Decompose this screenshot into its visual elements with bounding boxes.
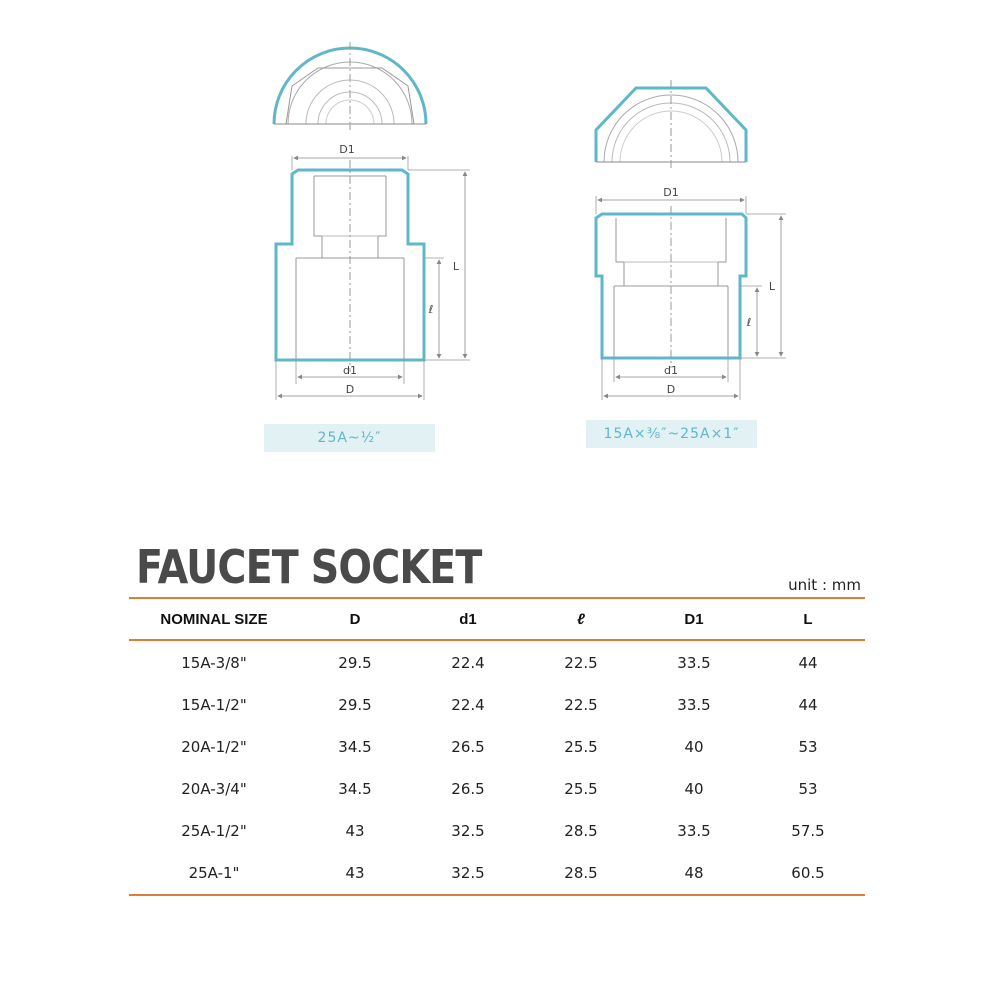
left-d1-top-label: D1 [339,143,355,156]
cell-l: 53 [798,780,818,798]
right-ell-label: ℓ [746,316,752,329]
cell-ell: 22.5 [564,654,598,672]
cell-big-d1: 48 [637,852,751,895]
cell-d: 43 [345,822,365,840]
page-title: FAUCET SOCKET [136,540,482,594]
header-nominal-size: NOMINAL SIZE [129,598,299,640]
cell-d: 29.5 [338,696,372,714]
right-l-label: L [768,280,776,293]
cell-l: 44 [798,696,818,714]
table-row [129,640,865,684]
right-size-caption: 15A×⅜″~25A×1″ [586,420,757,448]
cell-d1: 22.4 [451,696,485,714]
cell-nominal-size: 15A-1/2" [181,696,247,714]
table-row [129,768,865,810]
left-d-label: D [345,383,355,396]
header-d1-big: D1 [637,598,751,640]
cell-d1: 32.5 [451,822,485,840]
cell-l: 44 [798,654,818,672]
right-top-view [596,80,746,168]
cell-big-d1: 33.5 [677,696,711,714]
cell-l: 60.5 [751,852,865,895]
left-ell-label: ℓ [428,303,434,316]
cell-d1: 26.5 [451,738,485,756]
cell-ell: 25.5 [564,738,598,756]
right-d-label: D [666,383,676,396]
spec-table [129,597,865,896]
cell-nominal-size: 25A-1" [129,852,299,895]
cell-d: 43 [299,852,411,895]
header-d1-small: d1 [411,598,525,640]
cell-ell: 28.5 [564,822,598,840]
cell-ell: 22.5 [564,696,598,714]
cell-big-d1: 40 [684,738,704,756]
cell-big-d1: 33.5 [677,654,711,672]
table-row [129,852,865,895]
cell-nominal-size: 25A-1/2" [181,822,247,840]
left-d1-bottom-label: d1 [343,364,357,377]
cell-big-d1: 33.5 [677,822,711,840]
left-l-label: L [452,260,460,273]
left-top-view [274,42,426,130]
unit-label: unit : mm [788,576,861,594]
technical-drawings [0,0,992,470]
cell-nominal-size: 15A-3/8" [181,654,247,672]
cell-l: 53 [798,738,818,756]
cell-d: 29.5 [338,654,372,672]
cell-d: 34.5 [338,738,372,756]
cell-nominal-size: 20A-3/4" [181,780,247,798]
cell-d1: 26.5 [451,780,485,798]
header-d: D [299,598,411,640]
cell-big-d1: 40 [684,780,704,798]
cell-d1: 32.5 [411,852,525,895]
header-l: L [751,598,865,640]
table-row [129,810,865,852]
right-d1-top-label: D1 [663,186,679,199]
cell-ell: 28.5 [525,852,637,895]
cell-d: 34.5 [338,780,372,798]
cell-nominal-size: 20A-1/2" [181,738,247,756]
table-row [129,726,865,768]
cell-l: 57.5 [791,822,825,840]
cell-d1: 22.4 [451,654,485,672]
header-ell: ℓ [525,598,637,640]
right-section-view [596,186,786,400]
table-row [129,684,865,726]
cell-ell: 25.5 [564,780,598,798]
table-header-row [129,598,865,640]
right-d1-bottom-label: d1 [664,364,678,377]
left-size-caption: 25A~½″ [264,424,435,452]
left-section-view [276,143,470,400]
